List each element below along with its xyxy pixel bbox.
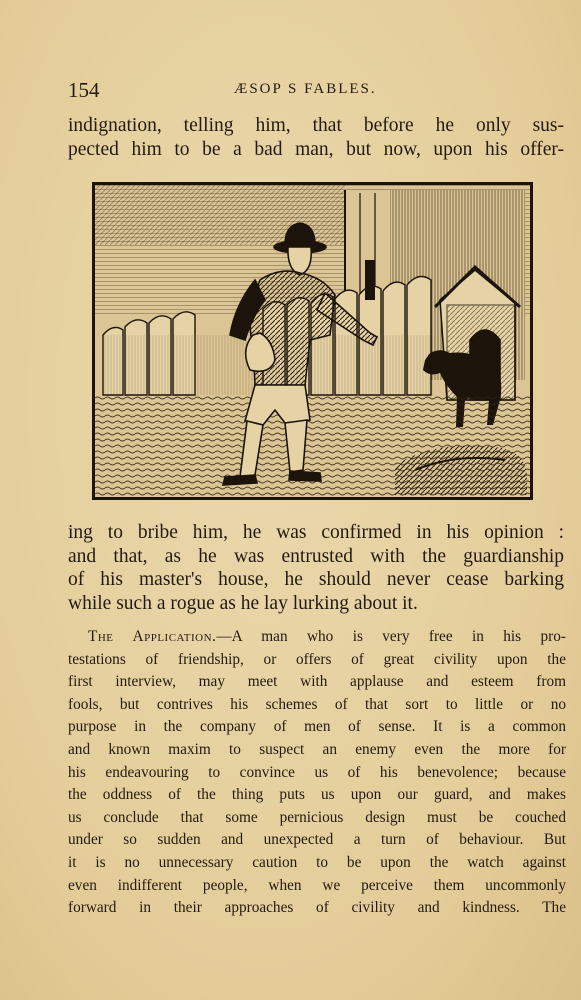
text-line: even indifferent people, when we perceive them uncommonly	[68, 876, 566, 894]
text-line: ing to bribe him, he was confirmed in his opinion :	[68, 522, 564, 543]
woodcut-illustration	[92, 182, 533, 500]
paragraph-top	[68, 114, 564, 161]
text-line: and known maxim to suspect an enemy even the more for	[68, 740, 566, 758]
text-line: under so sudden and unexpected a turn of behaviour. But	[68, 831, 566, 849]
text-line: fools, but contrives his schemes of that sort to little or no	[68, 695, 566, 713]
text-line: forward in their approaches of civility and kindness. The	[68, 899, 566, 917]
text-line: the oddness of the thing puts us upon our guard, and makes	[68, 786, 566, 804]
text-line: his endeavouring to convince us of his benevolence; because	[68, 763, 566, 781]
text-line: pected him to be a bad man, but now, upon his offer-	[68, 138, 564, 160]
text-line: while such a rogue as he lay lurking about it.	[68, 592, 418, 614]
woodcut-image	[95, 185, 530, 497]
page-header	[68, 78, 568, 102]
text-line: it is no unnecessary caution to be upon the watch against	[68, 853, 566, 871]
application-paragraph	[68, 626, 566, 920]
text-line: of his master's house, he should never cease barking	[68, 569, 564, 590]
text-line: indignation, telling him, that before he only sus-	[68, 115, 564, 136]
running-head: ÆSOP S FABLES.	[234, 81, 377, 97]
text-line: testations of friendship, or offers of great civility upon the	[68, 650, 566, 668]
text-line: purpose in the company of men of sense. It is a common	[68, 718, 566, 736]
page-number: 154	[68, 78, 100, 102]
text-line: and that, as he was entrusted with the guardianship	[68, 545, 564, 567]
paragraph-bottom	[68, 521, 564, 615]
application-label: The Application.	[88, 628, 217, 645]
text-line: us conclude that some pernicious design must be couched	[68, 808, 566, 826]
application-first-line	[68, 626, 566, 649]
text-line: first interview, may meet with applause and esteem from	[68, 673, 566, 691]
application-first-line-rest: —A man who is very free in his pro-	[216, 628, 566, 645]
